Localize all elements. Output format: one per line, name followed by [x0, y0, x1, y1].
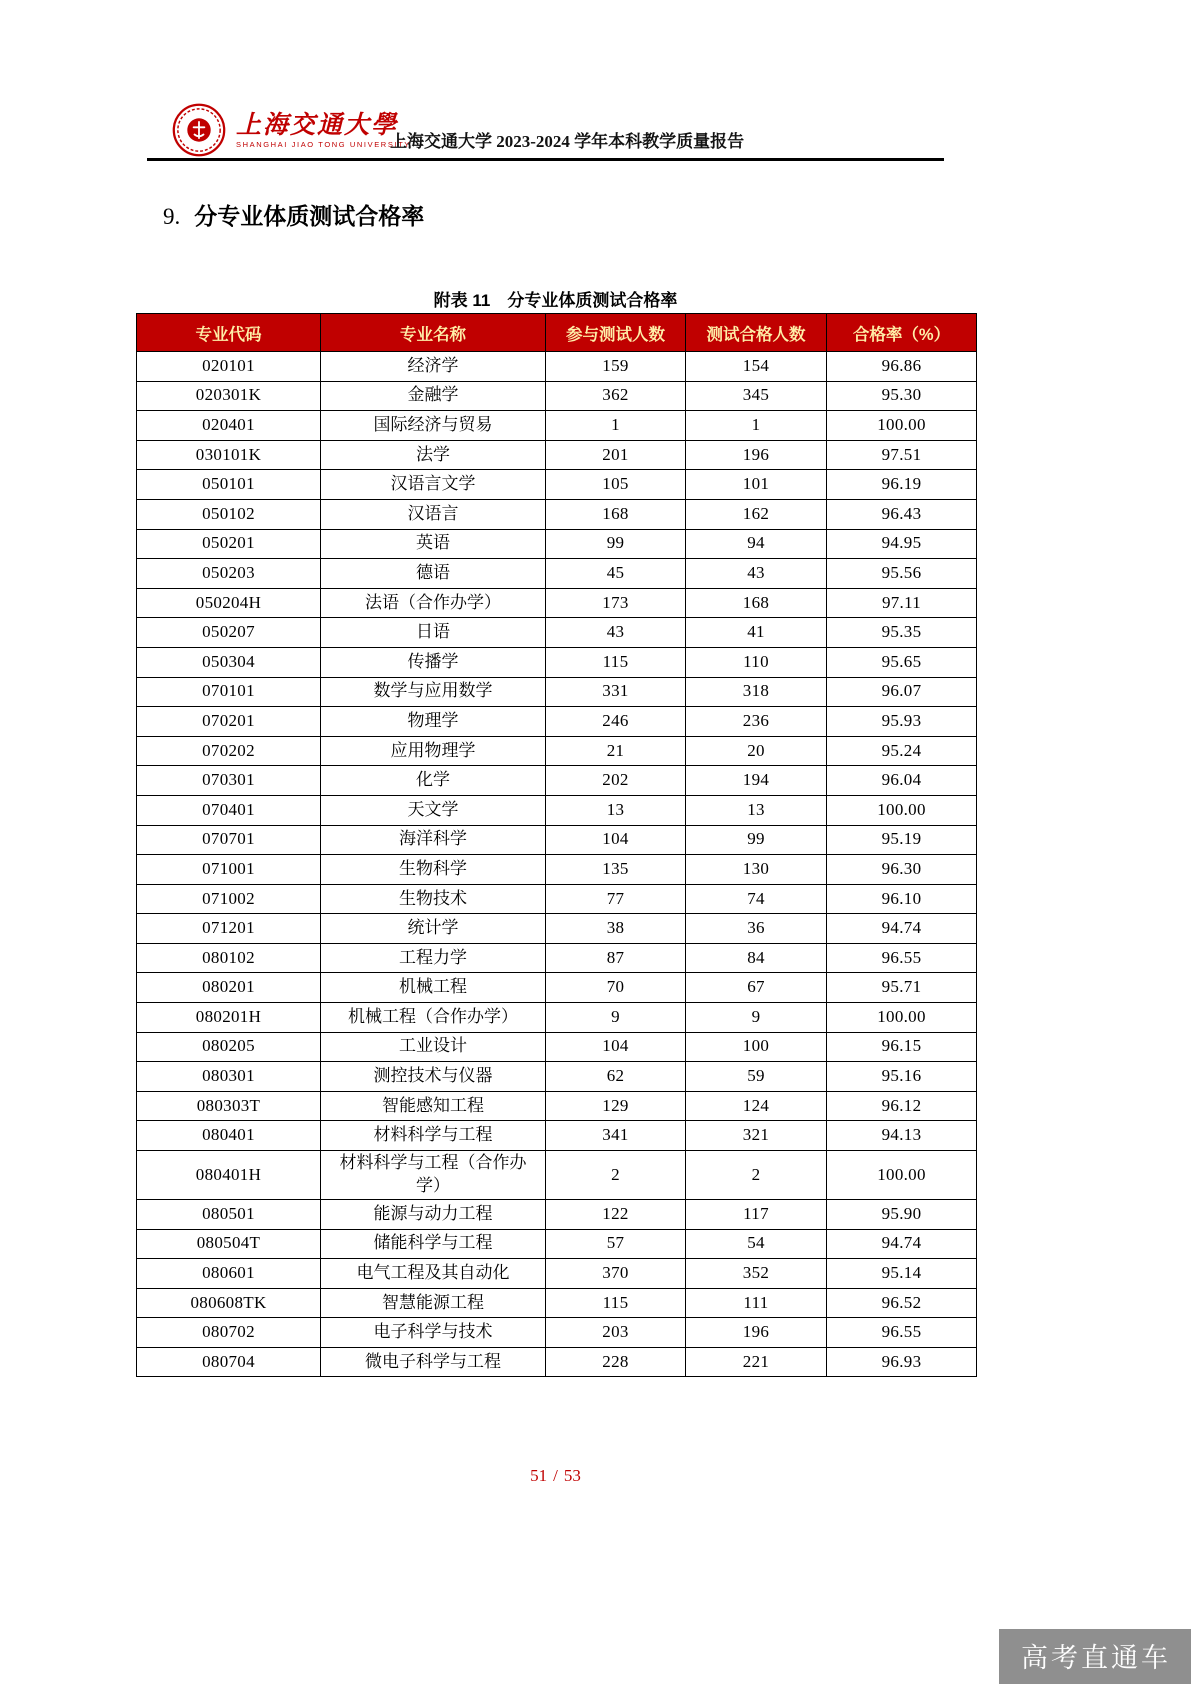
- major-name: 电子科学与技术: [321, 1318, 546, 1348]
- major-name: 储能科学与工程: [321, 1229, 546, 1259]
- major-name: 数学与应用数学: [321, 677, 546, 707]
- col-header-major-name: 专业名称: [321, 314, 546, 352]
- table-row: [137, 1259, 977, 1289]
- col-header-tested-count: 参与测试人数: [546, 314, 686, 352]
- major-name: 化学: [321, 766, 546, 796]
- major-name: 机械工程（合作办学）: [321, 1003, 546, 1033]
- major-name: 能源与动力工程: [321, 1199, 546, 1229]
- tested-count: 173: [546, 588, 686, 618]
- major-code: 080301: [137, 1062, 321, 1092]
- table-row: [137, 766, 977, 796]
- major-code: 070202: [137, 736, 321, 766]
- table-row: [137, 352, 977, 382]
- passed-count: 54: [686, 1229, 827, 1259]
- pass-rate: 95.93: [827, 707, 977, 737]
- table-row: [137, 588, 977, 618]
- tested-count: 341: [546, 1121, 686, 1151]
- tested-count: 1: [546, 411, 686, 441]
- major-name: 日语: [321, 618, 546, 648]
- page-total: 53: [563, 1466, 581, 1485]
- major-code: 050101: [137, 470, 321, 500]
- page-separator: /: [553, 1466, 558, 1485]
- table-row: [137, 1229, 977, 1259]
- document-header: [172, 103, 411, 157]
- tested-count: 62: [546, 1062, 686, 1092]
- passed-count: 162: [686, 499, 827, 529]
- tested-count: 331: [546, 677, 686, 707]
- passed-count: 154: [686, 352, 827, 382]
- table-row: [137, 884, 977, 914]
- fitness-pass-rate-table: [136, 313, 977, 1377]
- tested-count: 38: [546, 914, 686, 944]
- table-row: [137, 1318, 977, 1348]
- tested-count: 9: [546, 1003, 686, 1033]
- major-name: 智慧能源工程: [321, 1288, 546, 1318]
- pass-rate: 95.24: [827, 736, 977, 766]
- major-name: 法语（合作办学）: [321, 588, 546, 618]
- major-code: 080201H: [137, 1003, 321, 1033]
- tested-count: 105: [546, 470, 686, 500]
- major-code: 050204H: [137, 588, 321, 618]
- section-title: 分专业体质测试合格率: [194, 203, 425, 229]
- col-header-passed-count: 测试合格人数: [686, 314, 827, 352]
- passed-count: 130: [686, 855, 827, 885]
- passed-count: 345: [686, 381, 827, 411]
- pass-rate: 95.16: [827, 1062, 977, 1092]
- table-row: [137, 529, 977, 559]
- major-code: 050201: [137, 529, 321, 559]
- major-code: 080401H: [137, 1151, 321, 1200]
- major-code: 080205: [137, 1032, 321, 1062]
- tested-count: 2: [546, 1151, 686, 1200]
- tested-count: 115: [546, 647, 686, 677]
- table-row: [137, 559, 977, 589]
- tested-count: 370: [546, 1259, 686, 1289]
- major-code: 050203: [137, 559, 321, 589]
- passed-count: 111: [686, 1288, 827, 1318]
- passed-count: 321: [686, 1121, 827, 1151]
- pass-rate: 97.11: [827, 588, 977, 618]
- major-name: 生物科学: [321, 855, 546, 885]
- passed-count: 41: [686, 618, 827, 648]
- major-name: 法学: [321, 440, 546, 470]
- table-row: [137, 1151, 977, 1200]
- table-row: [137, 1062, 977, 1092]
- major-code: 071201: [137, 914, 321, 944]
- tested-count: 168: [546, 499, 686, 529]
- major-code: 080702: [137, 1318, 321, 1348]
- pass-rate: 95.14: [827, 1259, 977, 1289]
- tested-count: 228: [546, 1347, 686, 1377]
- pass-rate: 96.86: [827, 352, 977, 382]
- major-name: 微电子科学与工程: [321, 1347, 546, 1377]
- pass-rate: 95.56: [827, 559, 977, 589]
- passed-count: 194: [686, 766, 827, 796]
- passed-count: 13: [686, 795, 827, 825]
- major-name: 传播学: [321, 647, 546, 677]
- fitness-table-wrap: [136, 313, 976, 1377]
- major-name: 海洋科学: [321, 825, 546, 855]
- passed-count: 117: [686, 1199, 827, 1229]
- pass-rate: 95.71: [827, 973, 977, 1003]
- major-code: 080303T: [137, 1091, 321, 1121]
- major-code: 071002: [137, 884, 321, 914]
- major-code: 080504T: [137, 1229, 321, 1259]
- table-row: [137, 707, 977, 737]
- table-row: [137, 1347, 977, 1377]
- tested-count: 129: [546, 1091, 686, 1121]
- passed-count: 36: [686, 914, 827, 944]
- pass-rate: 96.15: [827, 1032, 977, 1062]
- pass-rate: 94.95: [827, 529, 977, 559]
- major-name: 工程力学: [321, 943, 546, 973]
- table-row: [137, 973, 977, 1003]
- major-code: 080201: [137, 973, 321, 1003]
- tested-count: 21: [546, 736, 686, 766]
- major-code: 070201: [137, 707, 321, 737]
- major-name: 应用物理学: [321, 736, 546, 766]
- pass-rate: 96.30: [827, 855, 977, 885]
- pass-rate: 96.55: [827, 1318, 977, 1348]
- major-code: 070101: [137, 677, 321, 707]
- table-caption: 附表 11 分专业体质测试合格率: [433, 291, 678, 310]
- tested-count: 70: [546, 973, 686, 1003]
- major-code: 030101K: [137, 440, 321, 470]
- table-row: [137, 677, 977, 707]
- table-row: [137, 943, 977, 973]
- passed-count: 196: [686, 440, 827, 470]
- tested-count: 104: [546, 1032, 686, 1062]
- table-row: [137, 1199, 977, 1229]
- table-row: [137, 381, 977, 411]
- col-header-pass-rate: 合格率（%）: [827, 314, 977, 352]
- fitness-table-body: [137, 352, 977, 1377]
- major-code: 050102: [137, 499, 321, 529]
- tested-count: 13: [546, 795, 686, 825]
- table-row: [137, 1288, 977, 1318]
- pass-rate: 96.04: [827, 766, 977, 796]
- passed-count: 84: [686, 943, 827, 973]
- major-code: 080102: [137, 943, 321, 973]
- page-number: [136, 1466, 975, 1486]
- table-row: [137, 411, 977, 441]
- header-divider: [147, 158, 944, 161]
- tested-count: 362: [546, 381, 686, 411]
- pass-rate: 95.19: [827, 825, 977, 855]
- tested-count: 135: [546, 855, 686, 885]
- passed-count: 318: [686, 677, 827, 707]
- major-code: 071001: [137, 855, 321, 885]
- pass-rate: 100.00: [827, 795, 977, 825]
- passed-count: 94: [686, 529, 827, 559]
- major-name: 德语: [321, 559, 546, 589]
- major-code: 070401: [137, 795, 321, 825]
- major-code: 020401: [137, 411, 321, 441]
- passed-count: 124: [686, 1091, 827, 1121]
- major-name: 统计学: [321, 914, 546, 944]
- table-row: [137, 618, 977, 648]
- major-name: 物理学: [321, 707, 546, 737]
- table-header: [137, 314, 977, 352]
- university-seal-icon: [172, 103, 226, 157]
- university-logotype: [236, 109, 411, 149]
- pass-rate: 96.43: [827, 499, 977, 529]
- major-code: 070701: [137, 825, 321, 855]
- tested-count: 104: [546, 825, 686, 855]
- major-code: 050207: [137, 618, 321, 648]
- passed-count: 20: [686, 736, 827, 766]
- passed-count: 101: [686, 470, 827, 500]
- pass-rate: 100.00: [827, 1151, 977, 1200]
- major-name: 电气工程及其自动化: [321, 1259, 546, 1289]
- passed-count: 67: [686, 973, 827, 1003]
- document-title: 上海交通大学 2023-2024 学年本科教学质量报告: [390, 132, 745, 151]
- table-row: [137, 1121, 977, 1151]
- tested-count: 246: [546, 707, 686, 737]
- table-row: [137, 1032, 977, 1062]
- major-name: 测控技术与仪器: [321, 1062, 546, 1092]
- major-code: 020301K: [137, 381, 321, 411]
- tested-count: 57: [546, 1229, 686, 1259]
- pass-rate: 96.55: [827, 943, 977, 973]
- major-name: 材料科学与工程: [321, 1121, 546, 1151]
- major-name: 金融学: [321, 381, 546, 411]
- major-code: 080704: [137, 1347, 321, 1377]
- tested-count: 203: [546, 1318, 686, 1348]
- passed-count: 168: [686, 588, 827, 618]
- pass-rate: 94.74: [827, 914, 977, 944]
- table-row: [137, 914, 977, 944]
- watermark-badge: 高考直通车: [999, 1629, 1191, 1684]
- page-current: 51: [530, 1466, 548, 1485]
- table-row: [137, 855, 977, 885]
- pass-rate: 100.00: [827, 411, 977, 441]
- pass-rate: 96.19: [827, 470, 977, 500]
- passed-count: 352: [686, 1259, 827, 1289]
- table-row: [137, 795, 977, 825]
- tested-count: 43: [546, 618, 686, 648]
- pass-rate: 94.13: [827, 1121, 977, 1151]
- pass-rate: 95.90: [827, 1199, 977, 1229]
- table-row: [137, 440, 977, 470]
- major-code: 080401: [137, 1121, 321, 1151]
- section-heading: [163, 198, 424, 231]
- passed-count: 100: [686, 1032, 827, 1062]
- pass-rate: 96.07: [827, 677, 977, 707]
- major-code: 080501: [137, 1199, 321, 1229]
- table-row: [137, 736, 977, 766]
- university-name-en: SHANGHAI JIAO TONG UNIVERSITY: [236, 139, 411, 149]
- passed-count: 59: [686, 1062, 827, 1092]
- pass-rate: 95.65: [827, 647, 977, 677]
- tested-count: 202: [546, 766, 686, 796]
- table-header-row: [137, 314, 977, 352]
- major-code: 080601: [137, 1259, 321, 1289]
- major-name: 工业设计: [321, 1032, 546, 1062]
- tested-count: 99: [546, 529, 686, 559]
- table-row: [137, 1003, 977, 1033]
- passed-count: 1: [686, 411, 827, 441]
- tested-count: 201: [546, 440, 686, 470]
- pass-rate: 96.52: [827, 1288, 977, 1318]
- table-row: [137, 825, 977, 855]
- major-name: 材料科学与工程（合作办学）: [321, 1151, 546, 1200]
- major-code: 070301: [137, 766, 321, 796]
- passed-count: 99: [686, 825, 827, 855]
- table-row: [137, 470, 977, 500]
- table-row: [137, 647, 977, 677]
- col-header-major-code: 专业代码: [137, 314, 321, 352]
- tested-count: 45: [546, 559, 686, 589]
- major-code: 050304: [137, 647, 321, 677]
- major-code: 020101: [137, 352, 321, 382]
- pass-rate: 96.12: [827, 1091, 977, 1121]
- major-name: 汉语言文学: [321, 470, 546, 500]
- pass-rate: 95.35: [827, 618, 977, 648]
- pass-rate: 94.74: [827, 1229, 977, 1259]
- major-name: 智能感知工程: [321, 1091, 546, 1121]
- tested-count: 159: [546, 352, 686, 382]
- university-name-cn: 上海交通大學: [236, 109, 399, 139]
- major-name: 机械工程: [321, 973, 546, 1003]
- passed-count: 74: [686, 884, 827, 914]
- major-name: 国际经济与贸易: [321, 411, 546, 441]
- pass-rate: 100.00: [827, 1003, 977, 1033]
- passed-count: 43: [686, 559, 827, 589]
- major-code: 080608TK: [137, 1288, 321, 1318]
- tested-count: 122: [546, 1199, 686, 1229]
- passed-count: 221: [686, 1347, 827, 1377]
- table-row: [137, 499, 977, 529]
- passed-count: 110: [686, 647, 827, 677]
- pass-rate: 96.10: [827, 884, 977, 914]
- passed-count: 9: [686, 1003, 827, 1033]
- major-name: 天文学: [321, 795, 546, 825]
- major-name: 经济学: [321, 352, 546, 382]
- major-name: 生物技术: [321, 884, 546, 914]
- passed-count: 2: [686, 1151, 827, 1200]
- pass-rate: 95.30: [827, 381, 977, 411]
- tested-count: 77: [546, 884, 686, 914]
- pass-rate: 97.51: [827, 440, 977, 470]
- table-row: [137, 1091, 977, 1121]
- passed-count: 196: [686, 1318, 827, 1348]
- pass-rate: 96.93: [827, 1347, 977, 1377]
- major-name: 英语: [321, 529, 546, 559]
- tested-count: 115: [546, 1288, 686, 1318]
- major-name: 汉语言: [321, 499, 546, 529]
- passed-count: 236: [686, 707, 827, 737]
- tested-count: 87: [546, 943, 686, 973]
- section-number: 9.: [163, 204, 181, 229]
